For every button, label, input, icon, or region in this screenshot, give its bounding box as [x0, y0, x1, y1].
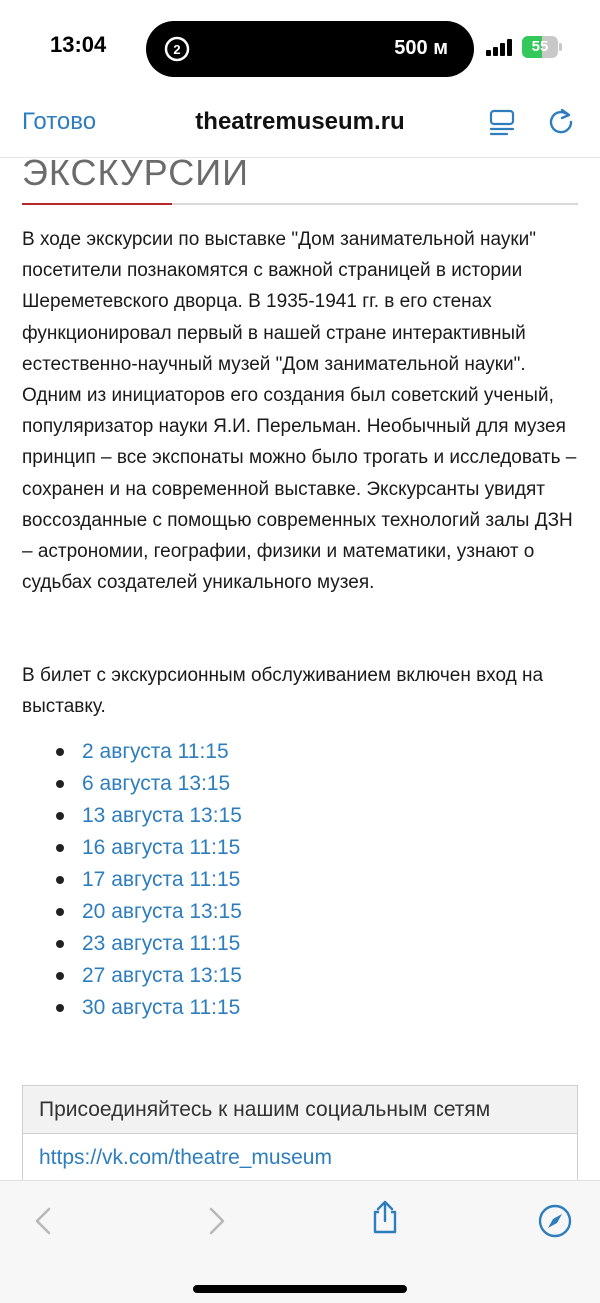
forward-icon[interactable]	[198, 1203, 234, 1239]
url-label[interactable]: theatremuseum.ru	[195, 108, 405, 135]
vk-link[interactable]: https://vk.com/theatre_museum	[39, 1146, 332, 1169]
date-link[interactable]: 23 августа 11:15	[82, 932, 241, 955]
date-link[interactable]: 6 августа 13:15	[82, 772, 231, 795]
status-bar	[0, 0, 600, 96]
distance-readout: 500 м	[394, 37, 448, 59]
date-link[interactable]: 30 августа 11:15	[82, 996, 241, 1019]
reload-icon[interactable]	[546, 106, 576, 136]
back-icon[interactable]	[26, 1203, 62, 1239]
dynamic-island[interactable]	[146, 21, 474, 77]
date-link[interactable]: 17 августа 11:15	[82, 868, 241, 891]
date-link[interactable]: 2 августа 11:15	[82, 740, 229, 763]
share-icon[interactable]	[367, 1199, 403, 1235]
page-content[interactable]	[0, 158, 600, 1180]
browser-header	[0, 96, 600, 158]
signal-icon	[486, 38, 516, 56]
svg-text:2: 2	[173, 42, 181, 57]
social-heading: Присоединяйтесь к нашим социальным сетям	[23, 1086, 577, 1134]
date-link[interactable]: 27 августа 13:15	[82, 964, 242, 987]
description-paragraph: В ходе экскурсии по выставке "Дом занимательной науки" посетители познакомятся с важной страницей в истории Шереметевского дворца. В 1935-1941 гг. в его стенах функционировал первый в нашей стране интерактивный естественно-научный музей "Дом занимательной науки". Одним из инициаторов его создания был советский ученый, популяризатор науки Я.И. Перельман. Необычный для музея принцип – все экспонаты можно было трогать и исследовать – сохранен и на современной выставке. Экскурсанты увидят воссозданные с помощью современных технологий залы ДЗН – астрономии, географии, физики и математики, узнают о судьбах создателей уникального музея.	[22, 229, 577, 594]
date-link[interactable]: 16 августа 11:15	[82, 836, 241, 859]
date-link[interactable]: 13 августа 13:15	[82, 804, 242, 827]
ticket-note: В билет с экскурсионным обслуживанием включен вход на выставку.	[22, 665, 544, 718]
reader-mode-icon[interactable]	[488, 108, 516, 136]
compass-icon[interactable]	[537, 1203, 573, 1239]
title-divider-accent	[22, 203, 172, 205]
date-link[interactable]: 20 августа 13:15	[82, 900, 242, 923]
done-button[interactable]: Готово	[22, 108, 97, 135]
social-table	[22, 1085, 578, 1180]
home-indicator[interactable]	[193, 1285, 407, 1293]
navigation-icon	[164, 36, 190, 62]
battery-icon	[522, 36, 562, 58]
status-time: 13:04	[50, 32, 107, 57]
battery-percent: 55	[531, 38, 549, 55]
bottom-toolbar	[0, 1180, 600, 1303]
page-title: ЭКСКУРСИИ	[22, 158, 250, 193]
